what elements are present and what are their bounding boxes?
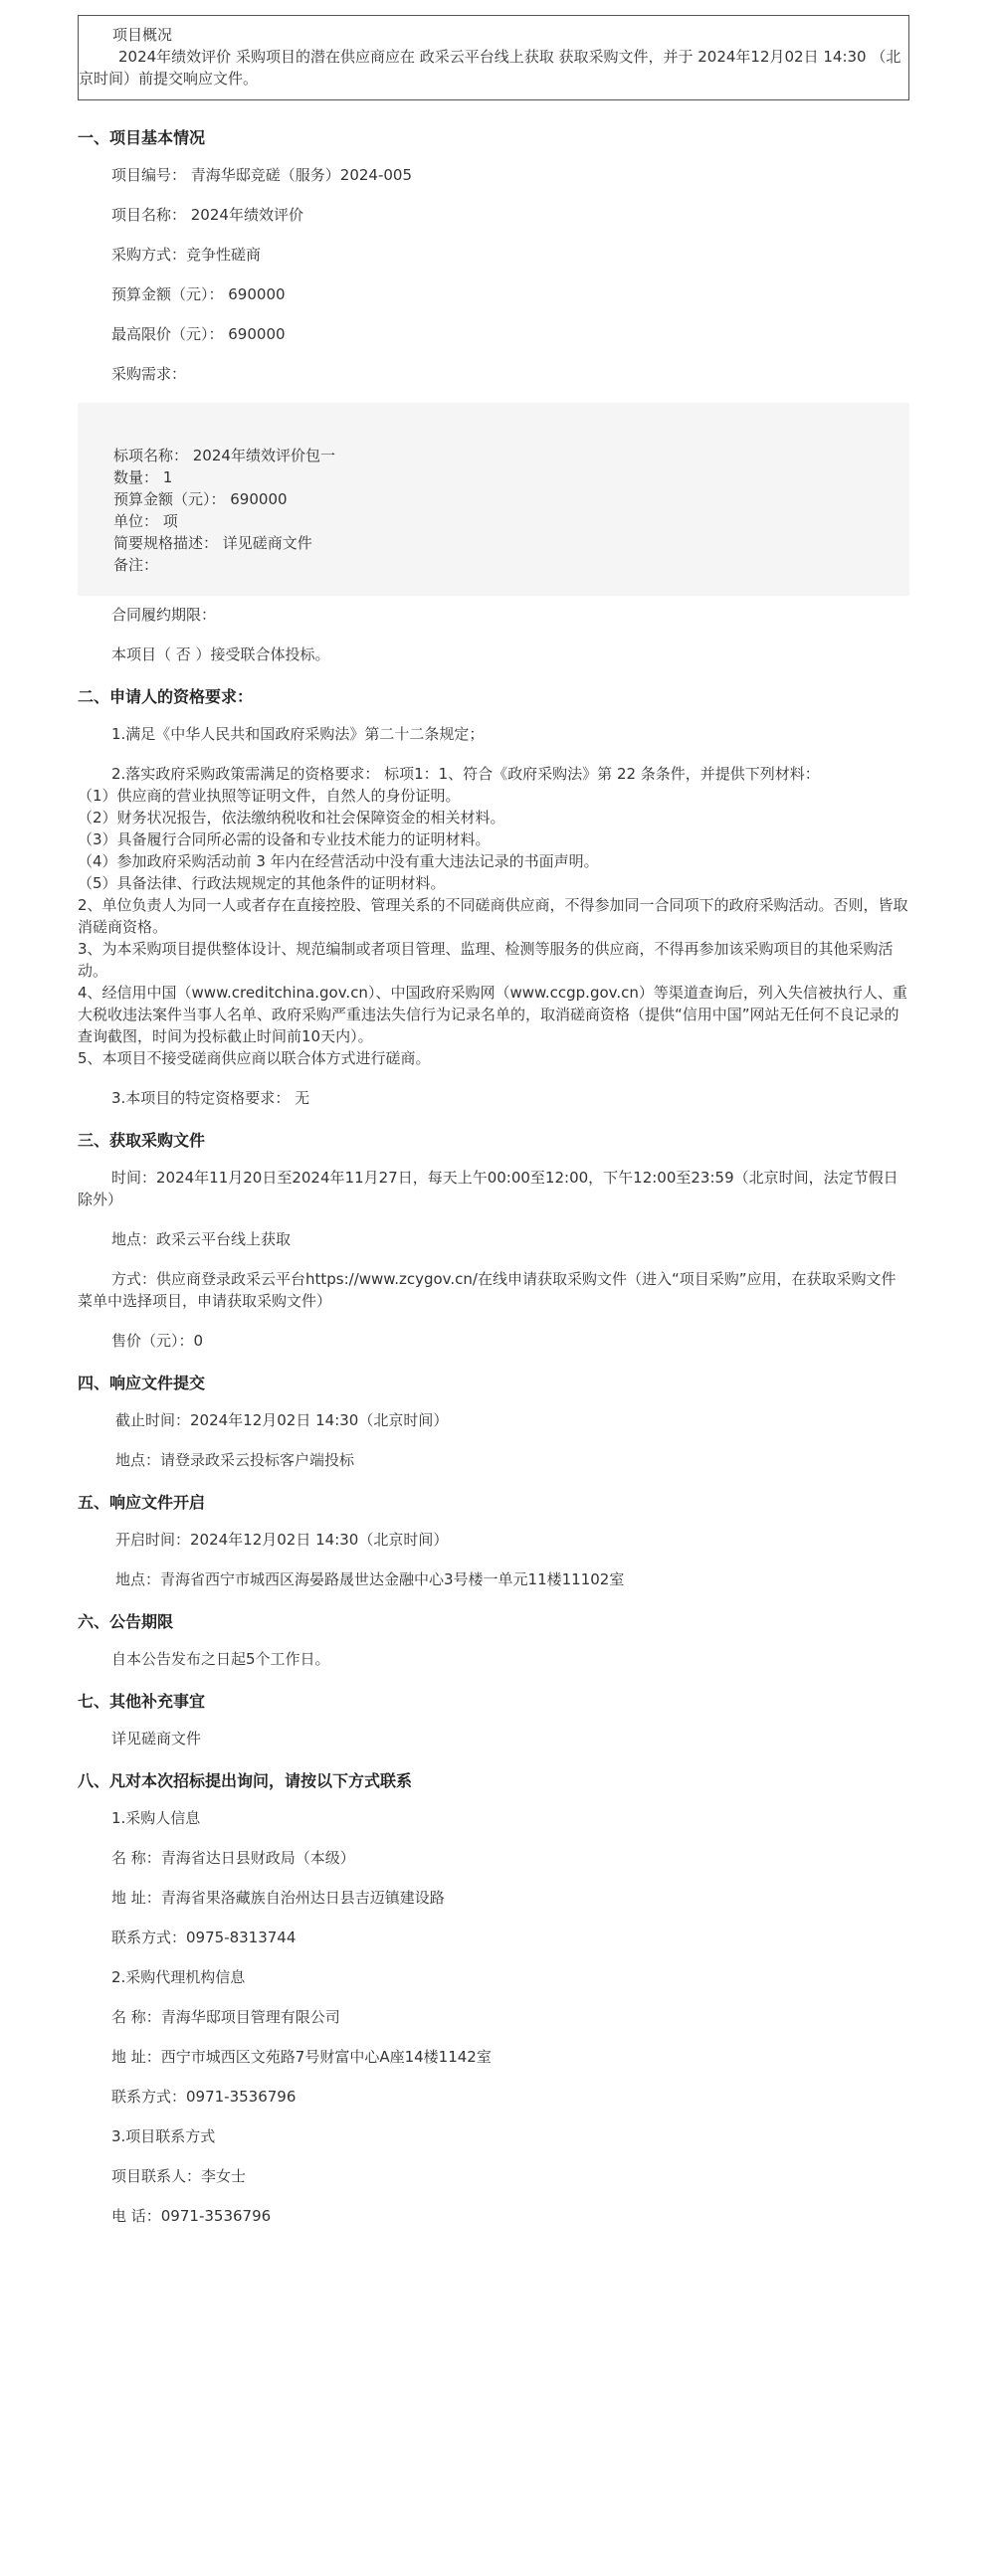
lot-details-box: [78, 403, 909, 596]
agency-name: 名 称：青海华邸项目管理有限公司: [111, 2008, 340, 2026]
overview-box: [78, 15, 909, 100]
purchaser-name: 名 称：青海省达日县财政局（本级）: [111, 1849, 355, 1867]
procurement-demand: 采购需求：: [111, 365, 187, 383]
qualification-item-3: 3.本项目的特定资格要求： 无: [111, 1089, 310, 1107]
section-8-heading: 八、凡对本次招标提出询问，请按以下方式联系: [78, 1771, 413, 1790]
section-7-heading: 七、其他补充事宜: [78, 1692, 206, 1711]
section-2-heading: 二、申请人的资格要求：: [78, 687, 254, 706]
procurement-method: 采购方式：竞争性磋商: [111, 246, 262, 264]
supplementary-info: 详见磋商文件: [111, 1730, 202, 1748]
consortium-note: 本项目（ 否 ）接受联合体投标。: [111, 645, 330, 663]
section-4-heading: 四、响应文件提交: [78, 1374, 206, 1392]
section-3-heading: 三、获取采购文件: [78, 1131, 206, 1150]
qualification-item-2-lead: 2.落实政府采购政策需满足的资格要求： 标项1：1、符合《政府采购法》第 22 条条件，并提供下列材料：: [111, 765, 820, 783]
purchaser-phone: 联系方式：0975-8313744: [111, 1929, 297, 1946]
qualification-line: （5）具备法律、行政法规规定的其他条件的证明材料。: [78, 874, 446, 892]
agency-info-title: 2.采购代理机构信息: [111, 1968, 246, 1986]
acquire-place: 地点：政采云平台线上获取: [111, 1230, 292, 1248]
project-contact-phone: 电 话：0971-3536796: [111, 2207, 272, 2225]
qualification-line: 3、为本采购项目提供整体设计、规范编制或者项目管理、监理、检测等服务的供应商，不得再参加该采购项目的其他采购活动。: [78, 940, 894, 980]
qualification-item-2: [78, 763, 909, 1069]
submission-deadline: 截止时间：2024年12月02日 14:30（北京时间）: [115, 1411, 449, 1429]
overview-body: 2024年绩效评价 采购项目的潜在供应商应在 政采云平台线上获取 获取采购文件，并于 2024年12月02日 14:30 （北京时间）前提交响应文件。: [79, 48, 901, 88]
overview-title: 项目概况: [112, 26, 173, 44]
lot-quantity: 数量： 1: [113, 468, 173, 486]
qualification-line: （1）供应商的营业执照等证明文件，自然人的身份证明。: [78, 787, 461, 805]
qualification-item-1: 1.满足《中华人民共和国政府采购法》第二十二条规定；: [111, 725, 485, 743]
announcement: [78, 15, 909, 2227]
purchaser-info-title: 1.采购人信息: [111, 1809, 201, 1827]
project-contact-person: 项目联系人：李女士: [111, 2167, 247, 2185]
contract-period: 合同履约期限：: [111, 606, 217, 624]
section-1-heading: 一、项目基本情况: [78, 128, 206, 147]
lot-budget: 预算金额（元）： 690000: [113, 490, 288, 508]
qualification-line: （4）参加政府采购活动前 3 年内在经营活动中没有重大违法记录的书面声明。: [78, 852, 599, 870]
budget-amount: 预算金额（元）： 690000: [111, 285, 286, 303]
agency-address: 地 址：西宁市城西区文苑路7号财富中心A座14楼1142室: [111, 2048, 492, 2066]
submission-place: 地点：请登录政采云投标客户端投标: [115, 1451, 355, 1469]
section-6-heading: 六、公告期限: [78, 1612, 174, 1631]
document-price: 售价（元）：0: [111, 1332, 204, 1350]
acquire-way: 方式：供应商登录政采云平台https://www.zcygov.cn/在线申请获取采购文件（进入“项目采购”应用，在获取采购文件菜单中选择项目，申请获取采购文件）: [78, 1270, 896, 1310]
purchaser-address: 地 址：青海省果洛藏族自治州达日县吉迈镇建设路: [111, 1889, 445, 1907]
max-price: 最高限价（元）： 690000: [111, 325, 286, 343]
project-contact-title: 3.项目联系方式: [111, 2127, 216, 2145]
agency-phone: 联系方式：0971-3536796: [111, 2088, 297, 2106]
lot-note: 备注：: [113, 556, 159, 574]
notice-period: 自本公告发布之日起5个工作日。: [111, 1650, 330, 1668]
opening-time: 开启时间：2024年12月02日 14:30（北京时间）: [115, 1531, 449, 1549]
section-5-heading: 五、响应文件开启: [78, 1493, 206, 1512]
project-name: 项目名称： 2024年绩效评价: [111, 206, 303, 224]
qualification-line: 4、经信用中国（www.creditchina.gov.cn）、中国政府采购网（www.ccgp.gov.cn）等渠道查询后，列入失信被执行人、重大税收违法案件当事人名单、政府采购严重违法失信行为记录名单的，取消磋商资格（提供“信用中国”网站无任何不良记录的查询截图，时间为投标截止时间前10天内）。: [78, 984, 907, 1045]
acquire-time: 时间：2024年11月20日至2024年11月27日，每天上午00:00至12:00，下午12:00至23:59（北京时间，法定节假日除外）: [78, 1169, 898, 1208]
qualification-line: （2）财务状况报告，依法缴纳税收和社会保障资金的相关材料。: [78, 809, 505, 827]
lot-unit: 单位： 项: [113, 512, 178, 530]
lot-name: 标项名称： 2024年绩效评价包一: [113, 447, 335, 464]
opening-place: 地点：青海省西宁市城西区海晏路晟世达金融中心3号楼一单元11楼11102室: [115, 1570, 625, 1588]
qualification-line: 5、本项目不接受磋商供应商以联合体方式进行磋商。: [78, 1049, 431, 1067]
qualification-line: （3）具备履行合同所必需的设备和专业技术能力的证明材料。: [78, 830, 491, 848]
project-number: 项目编号： 青海华邸竞磋（服务）2024-005: [111, 166, 412, 184]
lot-spec: 简要规格描述： 详见磋商文件: [113, 534, 312, 552]
qualification-line: 2、单位负责人为同一人或者存在直接控股、管理关系的不同磋商供应商，不得参加同一合同项下的政府采购活动。否则，皆取消磋商资格。: [78, 896, 908, 936]
